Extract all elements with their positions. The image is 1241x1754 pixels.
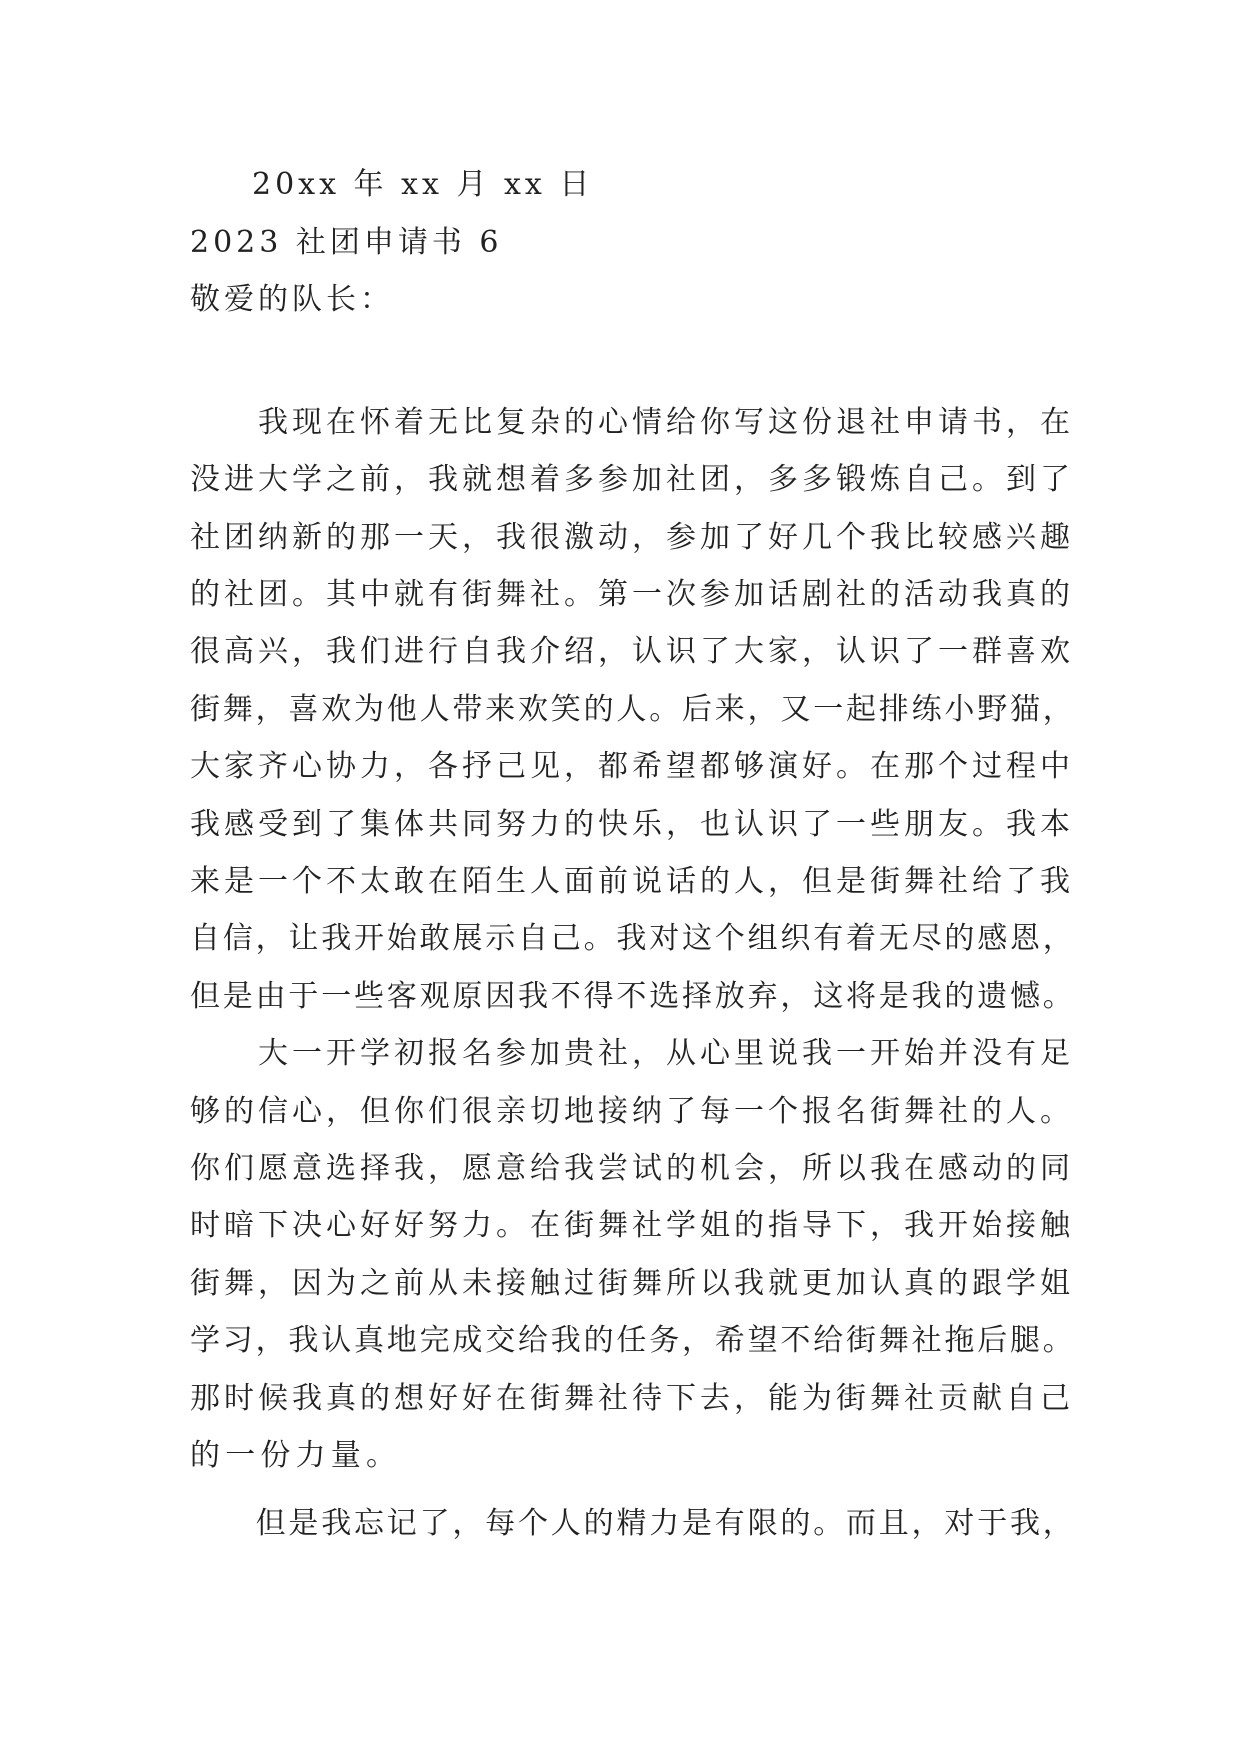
paragraph-line: 你们愿意选择我，愿意给我尝试的机会，所以我在感动的同 <box>190 1151 1074 1186</box>
paragraph-line: 来是一个不太敢在陌生人面前说话的人，但是街舞社给了我 <box>190 864 1074 899</box>
paragraph-line: 学习，我认真地完成交给我的任务，希望不给街舞社拖后腿。 <box>190 1323 1076 1358</box>
paragraph-line: 够的信心，但你们很亲切地接纳了每一个报名街舞社的人。 <box>190 1094 1074 1129</box>
paragraph-line: 没进大学之前，我就想着多参加社团，多多锻炼自己。到了 <box>190 462 1074 497</box>
paragraph-line: 街舞，因为之前从未接触过街舞所以我就更加认真的跟学姐 <box>190 1266 1074 1301</box>
paragraph-line: 但是我忘记了，每个人的精力是有限的。而且，对于我， <box>190 1506 1076 1541</box>
paragraph-line: 那时候我真的想好好在街舞社待下去，能为街舞社贡献自己 <box>190 1381 1074 1416</box>
document-title: 2023 社团申请书 6 <box>190 225 503 260</box>
paragraph-line: 街舞，喜欢为他人带来欢笑的人。后来，又一起排练小野猫， <box>190 692 1076 727</box>
date-line: 20xx 年 xx 月 xx 日 <box>252 167 594 202</box>
paragraph-line: 社团纳新的那一天，我很激动，参加了好几个我比较感兴趣 <box>190 520 1074 555</box>
paragraph-line: 大一开学初报名参加贵社，从心里说我一开始并没有足 <box>190 1036 1074 1071</box>
paragraph-line: 大家齐心协力，各抒己见，都希望都够演好。在那个过程中 <box>190 749 1074 784</box>
paragraph-line: 但是由于一些客观原因我不得不选择放弃，这将是我的遗憾。 <box>190 979 1076 1014</box>
paragraph-line: 的一份力量。 <box>190 1438 402 1473</box>
paragraph-line: 自信，让我开始敢展示自己。我对这个组织有着无尽的感恩， <box>190 921 1076 956</box>
paragraph-line: 时暗下决心好好努力。在街舞社学姐的指导下，我开始接触 <box>190 1208 1074 1243</box>
paragraph-line: 我现在怀着无比复杂的心情给你写这份退社申请书，在 <box>190 405 1074 440</box>
paragraph-line: 很高兴，我们进行自我介绍，认识了大家，认识了一群喜欢 <box>190 634 1074 669</box>
salutation: 敬爱的队长： <box>190 282 394 317</box>
paragraph-line: 我感受到了集体共同努力的快乐，也认识了一些朋友。我本 <box>190 807 1074 842</box>
paragraph-line: 的社团。其中就有街舞社。第一次参加话剧社的活动我真的 <box>190 577 1074 612</box>
